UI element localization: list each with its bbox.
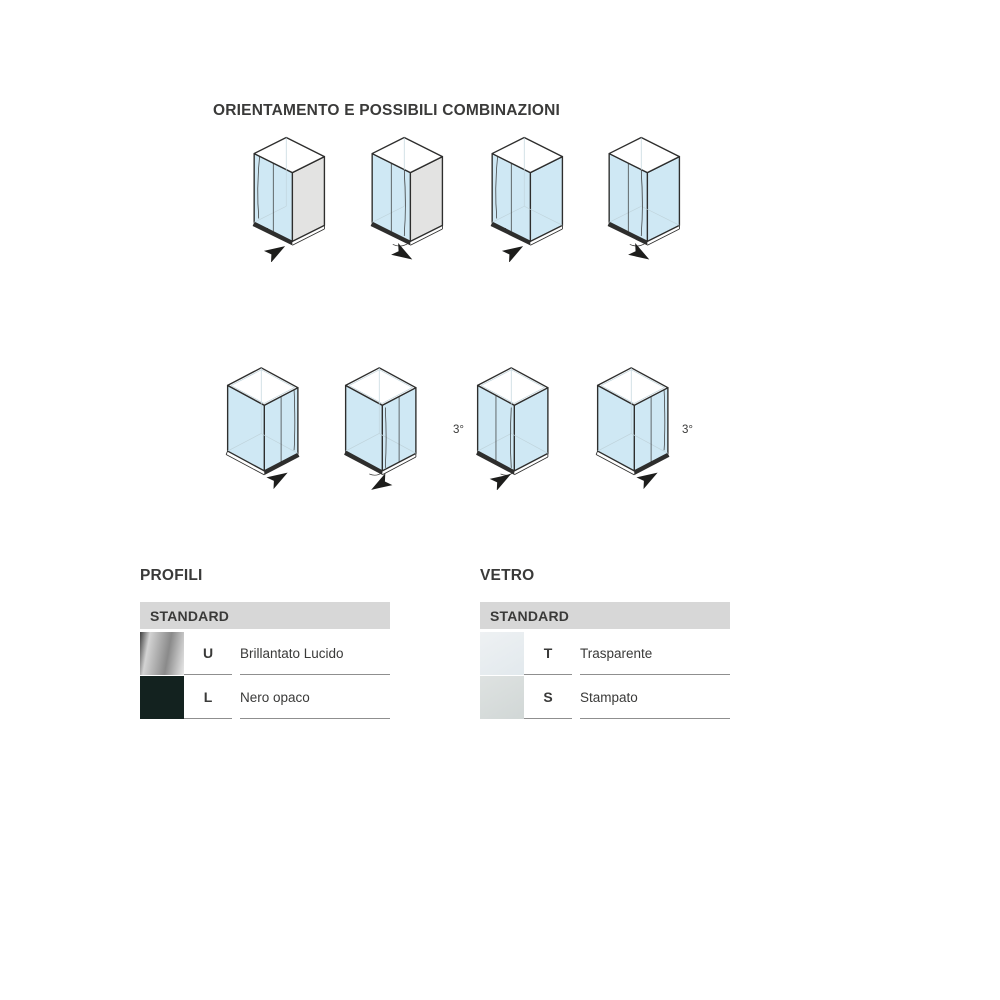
finish-swatch-nero (140, 676, 184, 719)
table-row (480, 632, 730, 675)
vetro-header-label: STANDARD (490, 607, 570, 624)
profili-title: PROFILI (140, 567, 203, 584)
vetro-section (480, 567, 730, 719)
glass-swatch-stampato (480, 676, 524, 719)
base-tray-edge (226, 451, 228, 454)
vetro-title: VETRO (480, 567, 535, 584)
shower-diagram (453, 364, 554, 490)
shower-diagram (483, 136, 567, 262)
shower-diagram (338, 364, 422, 490)
shower-diagram (600, 136, 684, 262)
tilt-angle-label: 3° (453, 424, 464, 436)
table-row (140, 676, 390, 719)
glass-swatch-trasparente (480, 632, 524, 675)
direction-arrow-icon (368, 473, 393, 490)
finish-code: U (184, 632, 232, 675)
profili-header-bar (140, 602, 390, 629)
glass-label: Stampato (580, 676, 730, 719)
glass-code: S (524, 676, 572, 719)
shower-diagram (245, 136, 329, 262)
shower-diagram (363, 136, 447, 262)
shower-diagram (590, 364, 693, 490)
profili-header-label: STANDARD (150, 607, 230, 624)
page-title: ORIENTAMENTO E POSSIBILI COMBINAZIONI (213, 102, 560, 120)
profili-section (140, 567, 390, 719)
finish-label: Brillantato Lucido (240, 632, 390, 675)
glass-label: Trasparente (580, 632, 730, 675)
table-row (480, 676, 730, 719)
glass-code: T (524, 632, 572, 675)
direction-arrow-icon (502, 240, 527, 262)
finish-swatch-brillantato (140, 632, 184, 675)
table-row (140, 632, 390, 675)
vetro-header-bar (480, 602, 730, 629)
tilt-angle-label: 3° (682, 424, 693, 436)
finish-label: Nero opaco (240, 676, 390, 719)
finish-code: L (184, 676, 232, 719)
shower-diagram (220, 364, 304, 490)
base-tray-edge (596, 451, 598, 454)
direction-arrow-icon (264, 240, 289, 262)
